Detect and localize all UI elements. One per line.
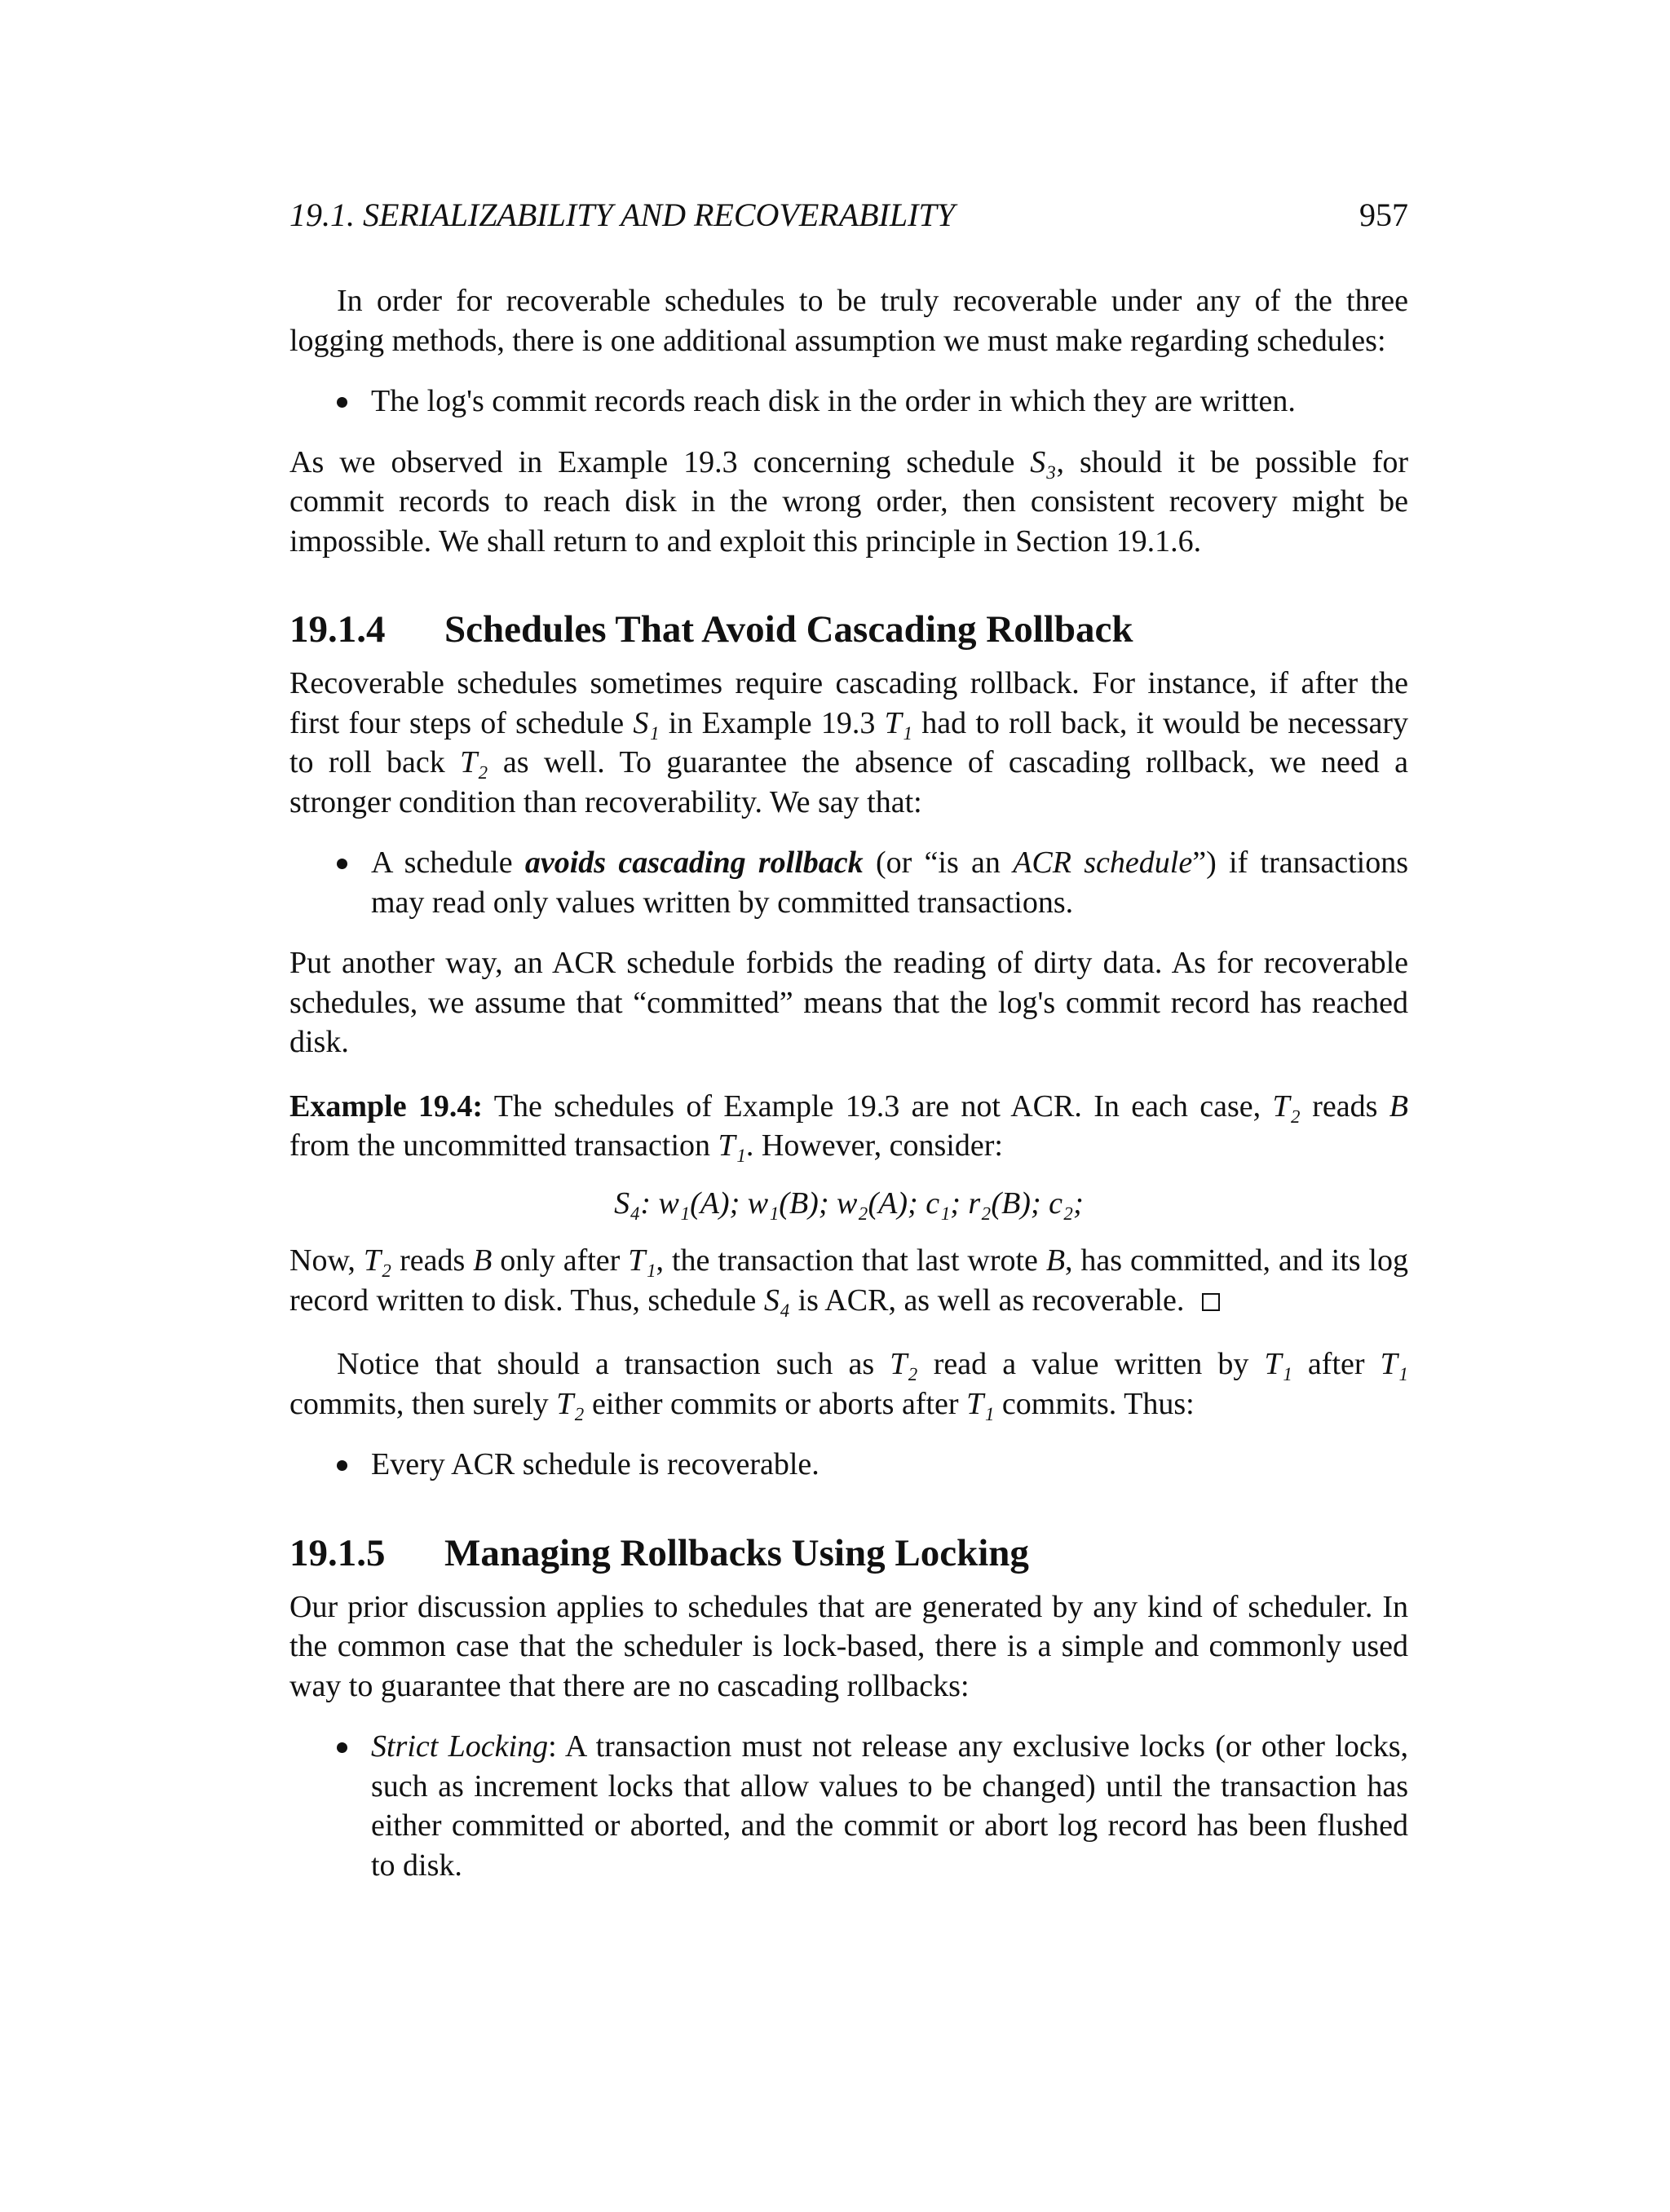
locking-intro-paragraph: Our prior discussion applies to schedules that are generated by any kind of scheduler. In the common case that the scheduler is lock-based, there is a simple and commonly used way to guarantee that there are no cascading rollbacks: [289,1589,1408,1703]
bullet-acr-recoverable: Every ACR schedule is recoverable. [371,1445,1408,1485]
term-acr-schedule: ACR schedule [1013,846,1193,880]
running-head [289,196,1408,234]
section-number: 19.1.5 [289,1531,386,1574]
schedule-s4-formula: S₄: w₁(A); w₁(B); w₂(A); c₁; r₂(B); c₂; [614,1185,1084,1221]
section-number: 19.1.4 [289,608,386,651]
end-of-example-icon [1202,1293,1220,1311]
intro-paragraph-2: As we observed in Example 19.3 concerning schedule S₃, should it be possible for commit records to reach disk in the wrong order, then consistent recovery might be impossible. We shall return to and exploit this principle in Section 19.1.6. [289,444,1408,559]
acr-dirty-data-paragraph: Put another way, an ACR schedule forbids the reading of dirty data. As for recoverable schedules, we assume that “committed” means that the log's commit record has reached disk. [289,946,1408,1059]
acr-recoverable-paragraph: Notice that should a transaction such as T₂ read a value written by T₁ after T₁ commits, then surely T₂ either commits or aborts after T₁ commits. Thus: [289,1347,1408,1421]
term-avoids-cascading-rollback: avoids cascading rollback [524,846,864,880]
section-heading-19-1-5 [289,1530,1408,1576]
intro-bullet-list [289,382,1408,422]
bullet-acr-definition: A schedule avoids cascading rollback (or “is an ACR schedule”) if transactions may read only values written by committed transactions. [371,843,1408,922]
acr-definition-list [289,843,1408,922]
page-number: 957 [1359,196,1408,233]
bullet-commit-order: The log's commit records reach disk in the order in which they are written. [371,382,1408,422]
intro-paragraph: In order for recoverable schedules to be truly recoverable under any of the three logging methods, there is one additional assumption we must make regarding schedules: [289,284,1408,358]
section-title: Schedules That Avoid Cascading Rollback [444,608,1133,651]
acr-intro-paragraph: Recoverable schedules sometimes require cascading rollback. For instance, if after the first four steps of schedule S₁ in Example 19.3 T₁ had to roll back, it would be necessary to roll back T₂ as well. To guarantee the absence of cascading rollback, we need a stronger condition than recoverability. We say that: [289,666,1408,819]
section-title: Managing Rollbacks Using Locking [444,1531,1029,1574]
example-explanation: Now, T₂ reads B only after T₁, the transaction that last wrote B, has committed, and its log record written to disk. Thus, schedule S₄ is ACR, as well as recoverable. [289,1243,1408,1318]
strict-locking-list [289,1727,1408,1885]
term-strict-locking: Strict Locking [371,1729,549,1764]
running-head-title: 19.1. SERIALIZABILITY AND RECOVERABILITY [289,196,955,233]
book-page [289,196,1408,1906]
symbol-s3: S₃ [1030,444,1057,479]
example-19-4: Example 19.4: The schedules of Example 19.3 are not ACR. In each case, T₂ reads B from the uncommitted transaction T₁. However, consider: [289,1088,1408,1163]
example-label: Example 19.4: [289,1088,484,1124]
bullet-strict-locking: Strict Locking: A transaction must not release any exclusive locks (or other locks, such as increment locks that allow values to be changed) until the transaction has either committed or aborted, and the commit or abort log record has been flushed to disk. [371,1727,1408,1885]
section-heading-19-1-4 [289,607,1408,652]
acr-recoverable-list [289,1445,1408,1485]
